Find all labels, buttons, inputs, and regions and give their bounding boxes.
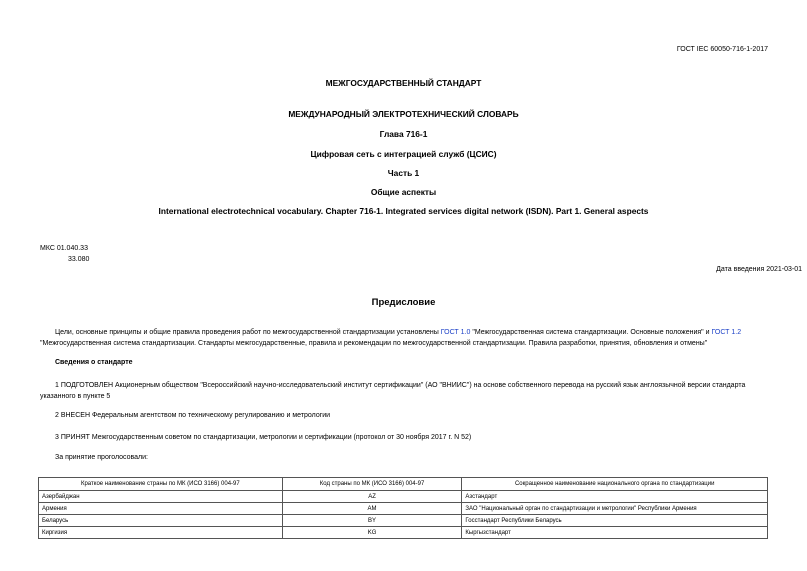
table-row: [39, 503, 768, 515]
authority-cell: ЗАО "Национальный орган по стандартизации и метрологии" Республики Армения: [462, 503, 768, 515]
standard-type-title: МЕЖГОСУДАРСТВЕННЫЙ СТАНДАРТ: [325, 78, 482, 88]
table-row: [39, 527, 768, 539]
gost-1-2-link[interactable]: ГОСТ 1.2: [711, 329, 742, 336]
gost-1-0-link[interactable]: ГОСТ 1.0: [440, 329, 471, 336]
code-cell: BY: [282, 515, 462, 527]
country-cell: Киргизия: [39, 527, 283, 539]
item-1-line1: 1 ПОДГОТОВЛЕН Акционерным обществом "Всероссийский научно-исследовательский институт сертификации" (АО "ВНИИС") на основе собственного перевода на русский язык англоязычной версии стандарта: [55, 382, 746, 389]
foreword-paragraph-line1: [55, 327, 741, 338]
foreword-heading: Предисловие: [371, 297, 436, 308]
item-1-line2: указанного в пункте 5: [40, 393, 111, 400]
paragraph-text: Цели, основные принципы и общие правила проведения работ по межгосударственной стандартизации установлены: [55, 329, 441, 336]
subject-title: Цифровая сеть с интеграцией служб (ЦСИС): [310, 149, 497, 159]
voted-for-label: За принятие проголосовали:: [55, 454, 148, 461]
paragraph-text: "Межгосударственная система стандартизации. Основные положения" и: [470, 329, 712, 336]
table-header-row: [39, 478, 768, 491]
part-subtitle: Общие аспекты: [370, 187, 437, 197]
code-cell: KG: [282, 527, 462, 539]
chapter-title: Глава 716-1: [379, 129, 428, 139]
authority-cell: Азстандарт: [462, 491, 768, 503]
mks-code-secondary: 33.080: [68, 256, 90, 263]
vocabulary-title: МЕЖДУНАРОДНЫЙ ЭЛЕКТРОТЕХНИЧЕСКИЙ СЛОВАРЬ: [288, 109, 519, 119]
authority-cell: Кыргызстандарт: [462, 527, 768, 539]
country-cell: Беларусь: [39, 515, 283, 527]
authority-cell: Госстандарт Республики Беларусь: [462, 515, 768, 527]
foreword-paragraph-line2: "Межгосударственная система стандартизации. Стандарты межгосударственные, правила и рекомендации по межгосударственной стандартизации. Правила разработки, принятия, обновления и отмены": [40, 340, 708, 347]
voting-countries-table: [38, 477, 768, 539]
table-row: [39, 515, 768, 527]
column-header-code: Код страны по МК (ИСО 3166) 004-97: [282, 478, 462, 491]
english-title: International electrotechnical vocabulary. Chapter 716-1. Integrated services digital network (ISDN). Part 1. General aspects: [158, 206, 649, 216]
document-id: ГОСТ IEC 60050-716-1-2017: [676, 46, 768, 53]
country-cell: Азербайджан: [39, 491, 283, 503]
item-2: 2 ВНЕСЕН Федеральным агентством по техническому регулированию и метрологии: [55, 412, 331, 419]
code-cell: AM: [282, 503, 462, 515]
table-row: [39, 491, 768, 503]
code-cell: AZ: [282, 491, 462, 503]
column-header-country: Краткое наименование страны по МК (ИСО 3166) 004-97: [39, 478, 283, 491]
item-3: 3 ПРИНЯТ Межгосударственным советом по стандартизации, метрологии и сертификации (протокол от 30 ноября 2017 г. N 52): [55, 434, 472, 441]
mks-code: МКС 01.040.33: [40, 245, 88, 252]
part-title: Часть 1: [387, 168, 420, 178]
country-cell: Армения: [39, 503, 283, 515]
standard-info-heading: Сведения о стандарте: [55, 359, 133, 366]
column-header-authority: Сокращенное наименование национального органа по стандартизации: [462, 478, 768, 491]
introduction-date: Дата введения 2021-03-01: [716, 266, 802, 273]
